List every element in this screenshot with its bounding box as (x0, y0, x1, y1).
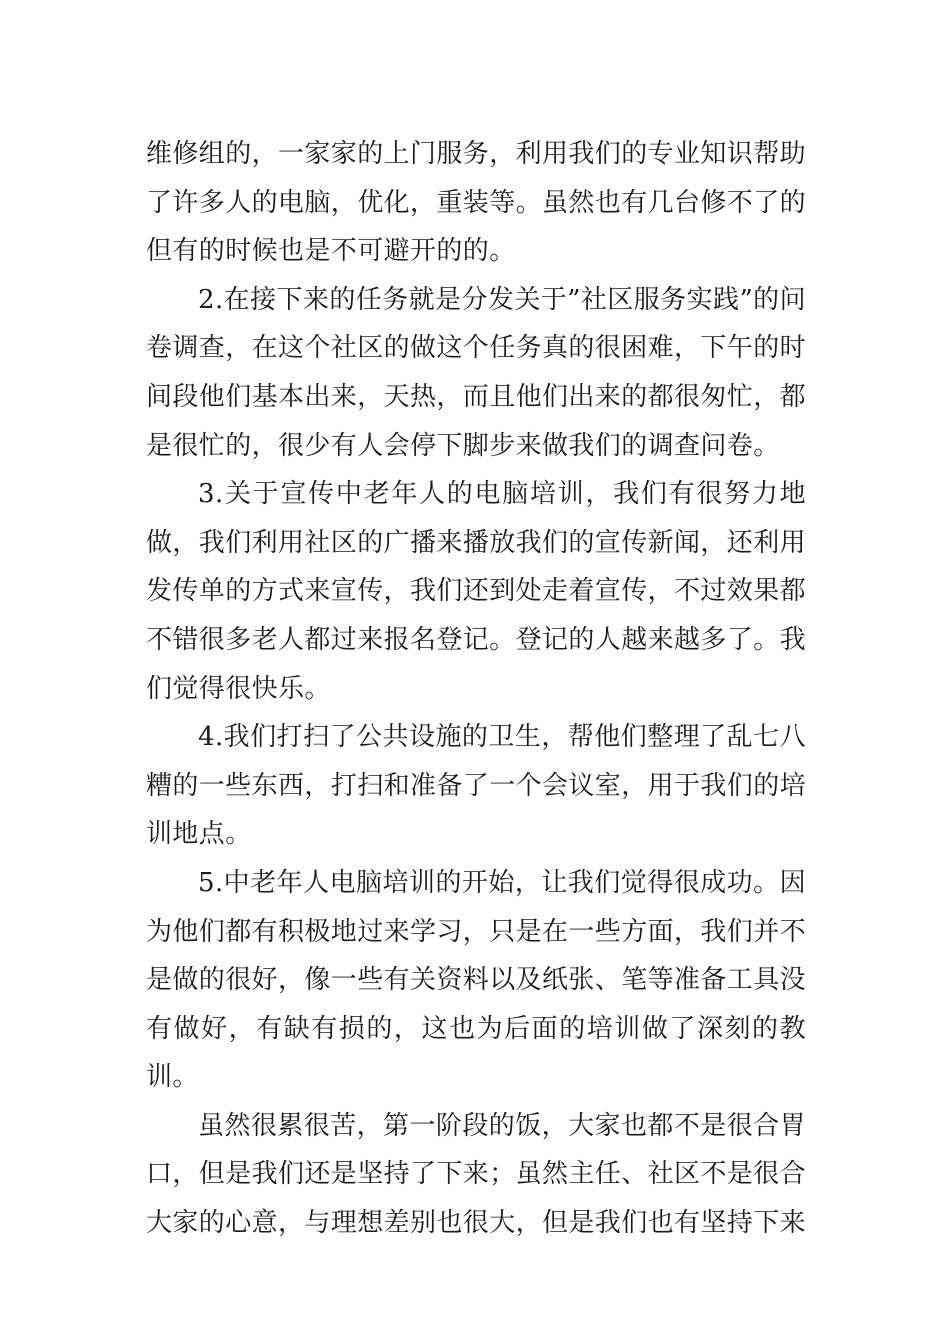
paragraph-summary: 虽然很累很苦，第一阶段的饭，大家也都不是很合胃口，但是我们还是坚持了下来；虽然主任、社区不是很合大家的心意，与理想差别也很大，但是我们也有坚持下来 (146, 1110, 807, 1239)
paragraph-item-2: 2.在接下来的任务就是分发关于”社区服务实践”的问卷调查，在这个社区的做这个任务真的很困难，下午的时间段他们基本出来，天热，而且他们出来的都很匆忙，都是很忙的，很少有人会停下脚步来做我们的调查问卷。 (146, 284, 807, 461)
paragraph-item-3: 3.关于宣传中老年人的电脑培训，我们有很努力地做，我们利用社区的广播来播放我们的宣传新闻，还利用发传单的方式来宣传，我们还到处走着宣传，不过效果都不错很多老人都过来报名登记。登记的人越来越多了。我们觉得很快乐。 (146, 479, 807, 704)
paragraph-continuation: 维修组的，一家家的上门服务，利用我们的专业知识帮助了许多人的电脑，优化，重装等。虽然也有几台修不了的但有的时候也是不可避开的的。 (146, 139, 807, 267)
document-body (146, 130, 806, 1248)
paragraph-item-4: 4.我们打扫了公共设施的卫生，帮他们整理了乱七八糟的一些东西，打扫和准备了一个会议室，用于我们的培训地点。 (146, 722, 807, 850)
paragraph-item-5: 5.中老年人电脑培训的开始，让我们觉得很成功。因为他们都有积极地过来学习，只是在一些方面，我们并不是做的很好，像一些有关资料以及纸张、笔等准备工具没有做好，有缺有损的，这也为后面的培训做了深刻的教训。 (146, 867, 807, 1093)
